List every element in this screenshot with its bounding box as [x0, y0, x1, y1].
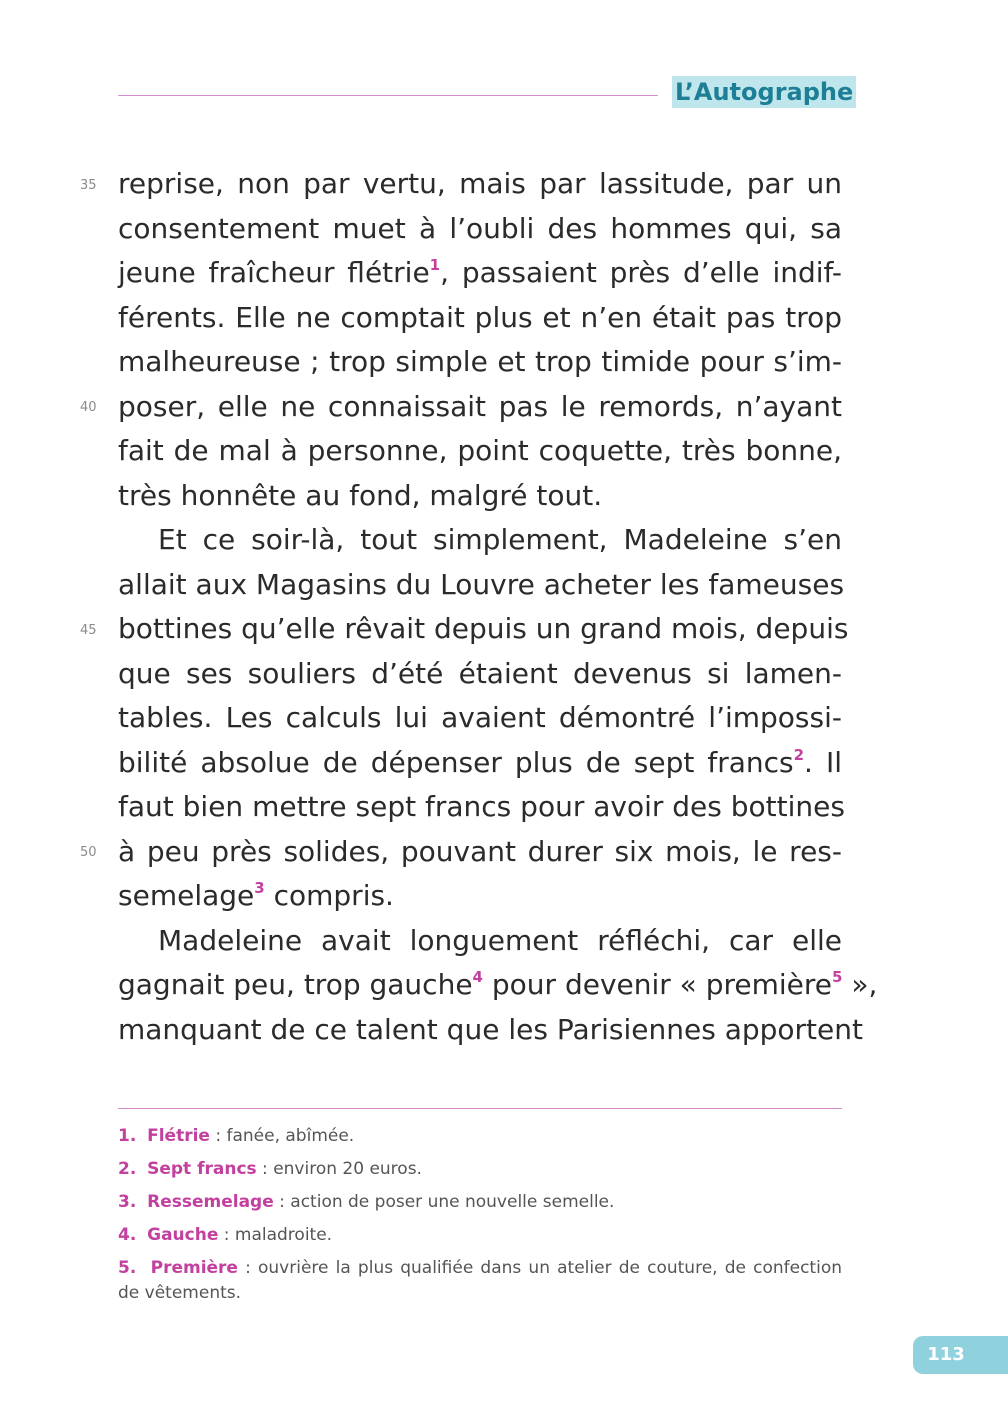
- footnote-number: 4.: [118, 1225, 137, 1245]
- footnote-rule: [118, 1108, 842, 1109]
- footnote-definition: : fanée, abîmée.: [209, 1126, 355, 1146]
- footnote-term: Ressemelage: [147, 1192, 274, 1212]
- footnote-term: Flétrie: [147, 1126, 210, 1146]
- text-line: gagnait peu, trop gauche$^4$ pour devenir « première$^5$ »,: [118, 968, 878, 1001]
- footnote-number: 3.: [118, 1192, 137, 1212]
- page-number: 113: [927, 1344, 965, 1365]
- footnote-number: 5.: [118, 1258, 137, 1278]
- footnote-definition: : action de poser une nouvelle semelle.: [273, 1192, 615, 1212]
- text-line: bottines qu’elle rêvait depuis un grand mois, depuis: [118, 612, 849, 645]
- text-line: manquant de ce talent que les Parisiennes apportent: [118, 1012, 863, 1046]
- footnote-number: 1.: [118, 1126, 137, 1146]
- text-line: férents. Elle ne comptait plus et n’en était pas trop: [118, 300, 842, 334]
- line-number: 35: [80, 178, 97, 193]
- text-line: tables. Les calculs lui avaient démontré l’impossi-: [118, 701, 842, 734]
- footnote-ref: 4: [472, 968, 483, 986]
- footnote-definition: : maladroite.: [218, 1225, 333, 1245]
- footnote-ref: 3: [254, 879, 265, 897]
- text-line: Madeleine avait longuement réfléchi, car elle: [158, 923, 842, 957]
- text-line: faut bien mettre sept francs pour avoir des bottines: [118, 790, 845, 823]
- page-number-tab: [913, 1336, 1008, 1374]
- line-number: 45: [80, 623, 97, 638]
- body-text: [118, 162, 878, 1052]
- footnote-ref: 5: [832, 968, 843, 986]
- text-line: malheureuse ; trop simple et trop timide pour s’im-: [118, 345, 842, 378]
- text-line: à peu près solides, pouvant durer six mois, le res-: [118, 834, 842, 868]
- text-line: allait aux Magasins du Louvre acheter les fameuses: [118, 567, 845, 601]
- text-line: très honnête au fond, malgré tout.: [118, 478, 603, 512]
- footnote-definition: : ouvrière la plus qualifiée dans un atelier de couture, de confection de vêtements.: [118, 1258, 842, 1303]
- text-line: bilité absolue de dépenser plus de sept francs$^2$. Il: [118, 745, 842, 779]
- line-number: 40: [80, 400, 97, 415]
- running-header-title: L’Autographe: [672, 76, 856, 108]
- footnote: [118, 1256, 842, 1306]
- text-line: que ses souliers d’été étaient devenus si lamen-: [118, 656, 842, 690]
- line-number: 50: [80, 845, 97, 860]
- footnote-definition: : environ 20 euros.: [256, 1159, 422, 1179]
- footnotes: [118, 1124, 842, 1314]
- footnote: [118, 1223, 842, 1248]
- footnote-term: Sept francs: [147, 1159, 257, 1179]
- text-line: jeune fraîcheur flétrie$^1$, passaient près d’elle indif-: [118, 256, 842, 289]
- text-line: reprise, non par vertu, mais par lassitude, par un: [118, 167, 842, 200]
- text-line: consentement muet à l’oubli des hommes qui, sa: [118, 211, 842, 245]
- footnote-ref: 1: [429, 256, 441, 274]
- text-line: fait de mal à personne, point coquette, très bonne,: [118, 434, 842, 467]
- footnote: [118, 1124, 842, 1149]
- text-line: poser, elle ne connaissait pas le remords, n’ayant: [118, 389, 842, 423]
- footnote-ref: 2: [793, 745, 805, 764]
- footnote: [118, 1190, 842, 1215]
- footnote-term: Première: [150, 1258, 238, 1278]
- footnote: [118, 1157, 842, 1182]
- text-line: Et ce soir-là, tout simplement, Madeleine s’en: [158, 523, 842, 556]
- header-rule: [118, 95, 658, 96]
- footnote-number: 2.: [118, 1159, 137, 1179]
- text-line: semelage$^3$ compris.: [118, 879, 394, 912]
- footnote-term: Gauche: [147, 1225, 219, 1245]
